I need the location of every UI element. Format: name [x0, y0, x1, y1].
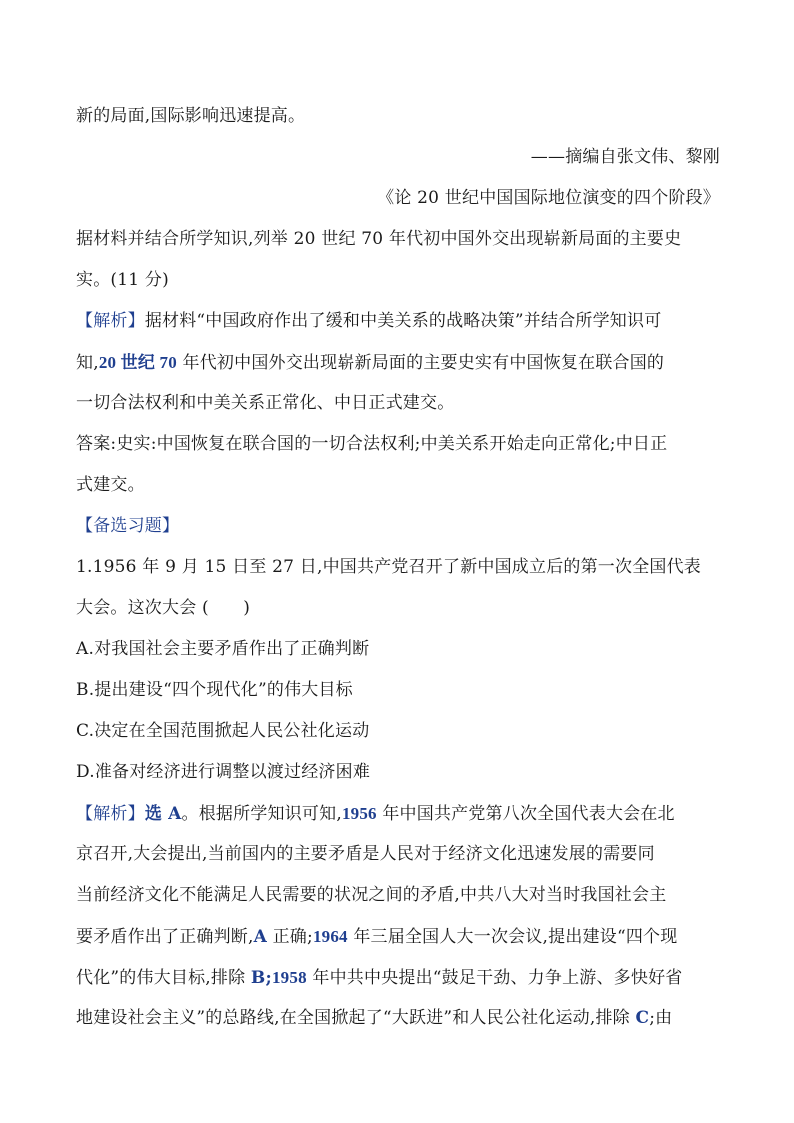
analysis-2-rest: 。根据所学知识可知,: [181, 804, 342, 824]
analysis-tag: 【解析】: [76, 804, 145, 824]
selected-answer: 选 A: [144, 804, 182, 824]
material-tail-line: 新的局面,国际影响迅速提高。: [76, 106, 306, 126]
analysis-2-line-2: 京召开,大会提出,当前国内的主要矛盾是人民对于经济文化迅速发展的需要同: [76, 844, 655, 864]
backup-heading: 【备选习题】: [76, 516, 180, 536]
analysis-1-line-2: [76, 342, 720, 383]
year-1958: 1958: [271, 968, 307, 987]
analysis-2-text-c6: ;由: [649, 1008, 673, 1028]
analysis-1-line-3: 一切合法权利和中美关系正常化、中日正式建交。: [76, 393, 455, 413]
question-line-2: 实。(11 分): [76, 270, 169, 290]
semicolon: ;: [265, 968, 272, 988]
analysis-1-highlight: 20 世纪 70: [98, 353, 177, 372]
source-author: ——摘编自张文伟、黎刚: [530, 147, 720, 167]
analysis-2-text-c: 正确;: [267, 927, 313, 947]
q1-line-2: 大会。这次大会 ( ): [76, 598, 251, 618]
option-ref-c: C: [635, 1008, 650, 1028]
source-title: 《论 20 世纪中国国际地位演变的四个阶段》: [377, 188, 720, 208]
analysis-1-prefix: 知,: [76, 353, 99, 373]
analysis-tag: 【解析】: [76, 311, 145, 331]
analysis-2-line-5: [76, 957, 720, 998]
option-d: D.准备对经济进行调整以渡过经济困难: [76, 762, 371, 782]
year-1964: 1964: [312, 927, 348, 946]
option-c: C.决定在全国范围掀起人民公社化运动: [76, 721, 370, 741]
analysis-2-line-4: [76, 916, 720, 957]
analysis-2-text-e: 年三届全国人大一次会议,提出建设“四个现: [347, 927, 678, 947]
analysis-2-text-e5: 年中共中央提出“鼓足干劲、力争上游、多快好省: [306, 968, 683, 988]
answer-line-1: 答案:史实:中国恢复在联合国的一切合法权利;中美关系开始走向正常化;中日正: [76, 434, 668, 454]
option-b: B.提出建设“四个现代化”的伟大目标: [76, 680, 353, 700]
analysis-2-text-a6: 地建设社会主义”的总路线,在全国掀起了“大跃进”和人民公社化运动,排除: [76, 1008, 636, 1028]
option-a: A.对我国社会主要矛盾作出了正确判断: [76, 639, 370, 659]
option-ref-b: B: [250, 968, 266, 988]
year-1956: 1956: [341, 804, 377, 823]
question-line-1: 据材料并结合所学知识,列举 20 世纪 70 年代初中国外交出现崭新局面的主要史: [76, 229, 682, 249]
analysis-1-text: 据材料“中国政府作出了缓和中美关系的战略决策”并结合所学知识可: [144, 311, 662, 331]
analysis-2-text-a5: 代化”的伟大目标,排除: [76, 968, 251, 988]
analysis-1-line-1: [76, 301, 720, 342]
answer-line-2: 式建交。: [76, 475, 145, 495]
document-page: [76, 96, 720, 1039]
analysis-2-text-a: 要矛盾作出了正确判断,: [76, 927, 254, 947]
analysis-2-line-1: [76, 793, 720, 834]
q1-line-1: 1.1956 年 9 月 15 日至 27 日,中国共产党召开了新中国成立后的第一次全国代表: [76, 557, 701, 577]
analysis-2-line-6: [76, 998, 720, 1039]
option-ref-a: A: [253, 927, 267, 947]
analysis-1-rest: 年代初中国外交出现崭新局面的主要史实有中国恢复在联合国的: [176, 353, 665, 373]
analysis-2-line-3: 当前经济文化不能满足人民需要的状况之间的矛盾,中共八大对当时我国社会主: [76, 885, 667, 905]
analysis-2-tail: 年中国共产党第八次全国代表大会在北: [376, 804, 675, 824]
